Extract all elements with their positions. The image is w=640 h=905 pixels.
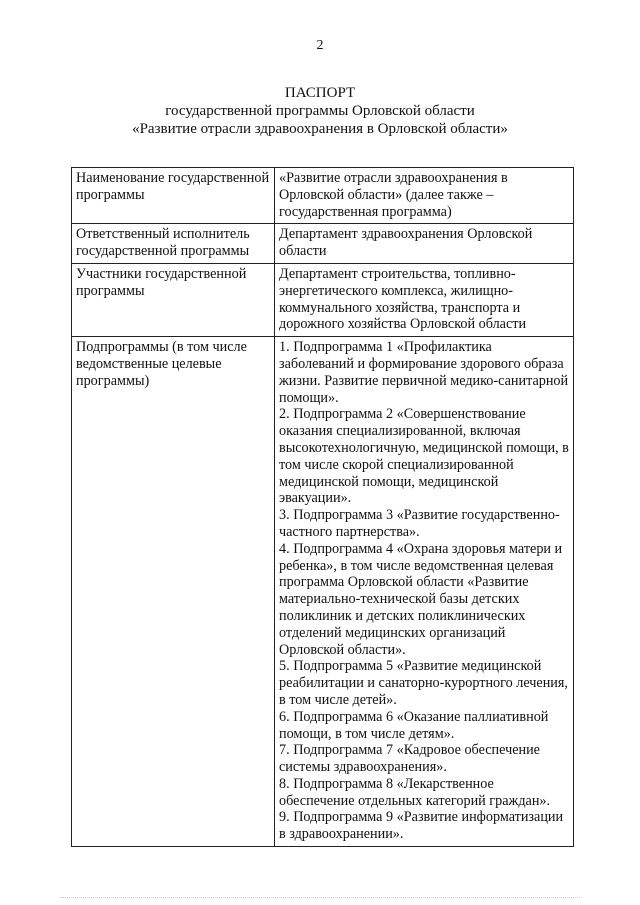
table-row-subprograms <box>72 337 574 847</box>
row-label: Участники государственной программы <box>72 263 275 336</box>
row-value: «Развитие отрасли здравоохранения в Орловской области» (далее также – государственная программа) <box>275 168 574 224</box>
passport-table <box>71 167 574 847</box>
row-label: Ответственный исполнитель государственной программы <box>72 224 275 264</box>
subprogram-item: 7. Подпрограмма 7 «Кадровое обеспечение системы здравоохранения». <box>279 742 540 776</box>
heading-subtitle: государственной программы Орловской области <box>165 103 475 119</box>
subprogram-item: 9. Подпрограмма 9 «Развитие информатизации в здравоохранении». <box>279 809 564 843</box>
table-row-program-name <box>72 168 574 224</box>
table-row-participants <box>72 263 574 336</box>
heading-program-name: «Развитие отрасли здравоохранения в Орловской области» <box>132 121 508 137</box>
row-value: Департамент строительства, топливно-энергетического комплекса, жилищно-коммунального хозяйства, транспорта и дорожного хозяйства Орловской области <box>275 263 574 336</box>
row-label: Наименование государственной программы <box>72 168 275 224</box>
subprogram-item: 8. Подпрограмма 8 «Лекарственное обеспечение отдельных категорий граждан». <box>279 775 551 809</box>
row-value: Департамент здравоохранения Орловской области <box>275 224 574 264</box>
row-label: Подпрограммы (в том числе ведомственные целевые программы) <box>72 337 275 847</box>
scan-artifact-line <box>60 897 580 899</box>
page-number: 2 <box>316 38 324 53</box>
document-heading <box>0 84 640 138</box>
subprogram-item: 1. Подпрограмма 1 «Профилактика заболеваний и формирование здорового образа жизни. Развитие первичной медико-санитарной помощи». <box>279 339 569 406</box>
subprogram-item: 6. Подпрограмма 6 «Оказание паллиативной помощи, в том числе детям». <box>279 708 549 742</box>
heading-title: ПАСПОРТ <box>284 85 356 101</box>
table-row-responsible-executor <box>72 224 574 264</box>
subprogram-item: 2. Подпрограмма 2 «Совершенствование оказания специализированной, включая высокотехнологичную, медицинской помощи, в том числе скорой специализированной медицинской помощи, медицинской эвакуации». <box>279 406 569 507</box>
subprogram-item: 3. Подпрограмма 3 «Развитие государственно-частного партнерства». <box>279 507 560 540</box>
subprogram-item: 4. Подпрограмма 4 «Охрана здоровья матери и ребенка», в том числе ведомственная целевая программа Орловской области «Развитие материально-технической базы детских поликлиник и детских поликлинических отделений медицинских организаций Орловской области». <box>279 540 563 658</box>
subprogram-list <box>275 337 574 847</box>
subprogram-item: 5. Подпрограмма 5 «Развитие медицинской реабилитации и санаторно-курортного лечения, в том числе детей». <box>279 658 568 708</box>
